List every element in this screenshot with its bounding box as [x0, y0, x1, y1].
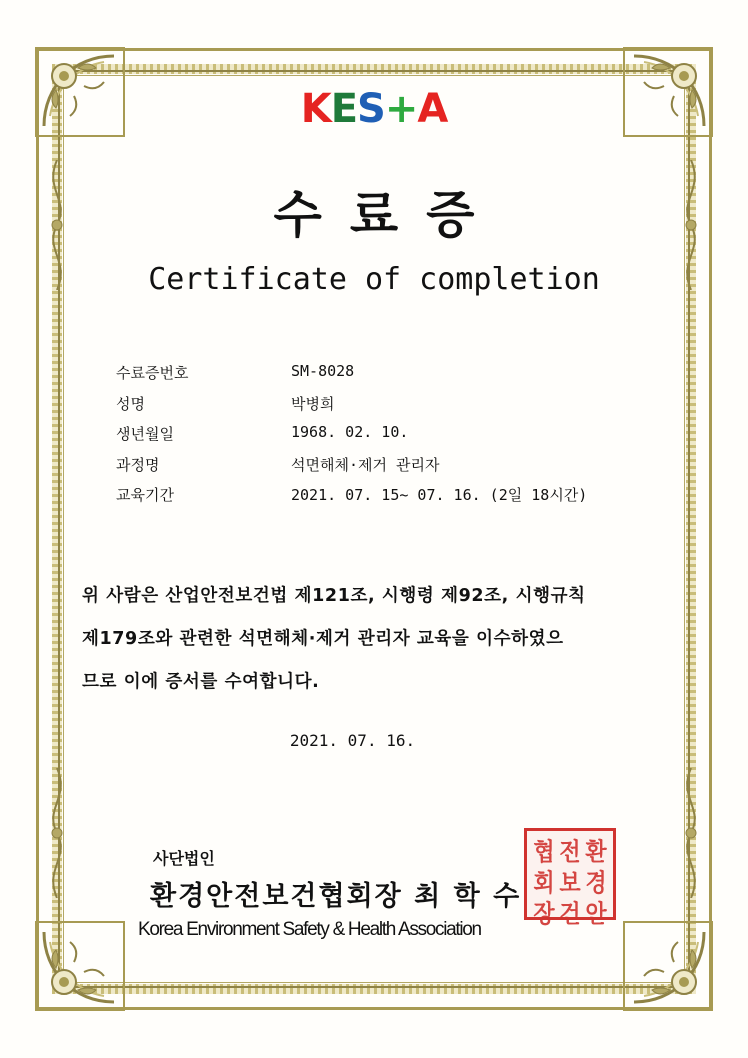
info-value: 박병희	[291, 394, 335, 413]
info-value: 2021. 07. 15~ 07. 16. (2일 18시간)	[291, 486, 588, 504]
info-row-name	[116, 393, 636, 424]
issuer-english-name: Korea Environment Safety & Health Association	[138, 919, 481, 940]
seal-character: 보	[559, 868, 581, 898]
statement-line: 위 사람은 산업안전보건법 제121조, 시행령 제92조, 시행규칙	[82, 586, 586, 606]
info-label: 수료증번호	[116, 364, 189, 382]
seal-characters	[531, 835, 609, 929]
issue-date: 2021. 07. 16.	[289, 731, 416, 750]
corner-ornament-icon	[622, 920, 714, 1012]
info-value: 1968. 02. 10.	[291, 423, 409, 441]
issuer-org-type: 사단법인	[153, 849, 215, 868]
info-row-birthdate	[116, 423, 636, 454]
recipient-info	[116, 362, 636, 515]
issuer-name: 환경안전보건협회장 최 학 수	[150, 881, 522, 912]
kesha-logo	[0, 86, 748, 132]
seal-character: 안	[585, 899, 607, 929]
statement-line: 므로 이에 증서를 수여합니다.	[82, 672, 320, 692]
logo-cross-icon: +	[384, 86, 418, 132]
logo-letter: S	[357, 86, 385, 132]
side-ornament-icon	[678, 768, 704, 898]
logo-letter: K	[300, 86, 331, 132]
seal-character: 협	[533, 837, 555, 867]
seal-character: 전	[559, 837, 581, 867]
info-label: 교육기간	[116, 486, 174, 504]
logo-letter: E	[330, 86, 358, 132]
info-value: SM-8028	[291, 362, 355, 380]
certificate-title-english: Certificate of completion	[148, 262, 600, 297]
info-label: 성명	[116, 394, 145, 413]
seal-character: 건	[559, 899, 581, 929]
side-ornament-icon	[44, 768, 70, 898]
seal-character: 경	[585, 868, 607, 898]
seal-character: 환	[585, 837, 607, 867]
seal-character: 회	[533, 868, 555, 898]
info-label: 과정명	[116, 455, 160, 474]
statement-line: 제179조와 관련한 석면해체·제거 관리자 교육을 이수하였으	[82, 629, 564, 649]
info-value: 석면해체·제거 관리자	[291, 455, 440, 474]
certificate-title-korean: 수료증	[273, 185, 503, 244]
logo-letter: A	[417, 86, 448, 132]
info-label: 생년월일	[116, 425, 174, 443]
seal-character: 장	[533, 899, 555, 929]
info-row-certificate-number	[116, 362, 636, 393]
certificate-statement	[82, 575, 662, 704]
info-row-training-period	[116, 484, 636, 515]
info-row-course-name	[116, 454, 636, 485]
official-seal-stamp	[524, 828, 616, 929]
corner-ornament-icon	[34, 920, 126, 1012]
